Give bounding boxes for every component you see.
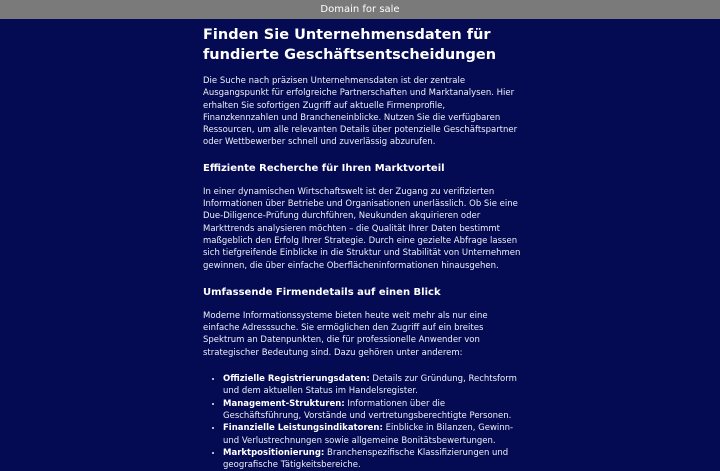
list-item-desc: Einblicke in Bilanzen, Gewinn- und Verlustrechnungen sowie allgemeine Bonitätsbewertungen.: [223, 423, 514, 446]
list-item-term: Offizielle Registrierungsdaten:: [223, 374, 370, 385]
section-text-details: Moderne Informationssysteme bieten heute weit mehr als nur eine einfache Adresssuche. Sie ermöglichen den Zugriff auf ein breites Spektrum an Datenpunkten, die für professionelle Anwender von strategischer Bedeutung sind. Dazu gehören unter anderem:: [203, 310, 488, 358]
list-item: [223, 447, 521, 471]
list-item: [223, 398, 521, 423]
list-item-desc: Details zur Gründung, Rechtsform und dem aktuellen Status im Handelsregister.: [223, 374, 517, 397]
page-title: Finden Sie Unternehmensdaten für fundierte Geschäftsentscheidungen: [203, 27, 497, 63]
details-list: [203, 373, 521, 471]
list-item-desc: Informationen über die Geschäftsführung, Vorstände und vertretungsberechtigte Personen.: [223, 398, 512, 421]
section-text-research: In einer dynamischen Wirtschaftswelt ist der Zugang zu verifizierten Informationen über Betriebe und Organisationen unerlässlich. Ob Sie eine Due-Diligence-Prüfung durchführen, Neukunden akquirieren oder Markttrends analysieren möchten – die Qualität Ihrer Daten bestimmt maßgeblich den Erfolg Ihrer Strategie. Durch eine gezielte Abfrage lassen sich tiefgreifende Einblicke in die Struktur und Stabilität von Unternehmen gewinnen, die über einfache Oberflächeninformationen hinausgehen.: [203, 186, 521, 271]
article: [203, 25, 521, 471]
list-item-term: Finanzielle Leistungsindikatoren:: [223, 423, 383, 434]
section-heading-research: Effiziente Recherche für Ihren Marktvorteil: [203, 162, 445, 174]
banner-label: Domain for sale: [320, 4, 400, 15]
list-item-term: Marktpositionierung:: [223, 447, 325, 458]
list-item-desc: Branchenspezifische Klassifizierungen und geografische Tätigkeitsbereiche.: [223, 447, 509, 471]
list-item-term: Management-Strukturen:: [223, 398, 345, 409]
domain-for-sale-banner[interactable]: [0, 0, 720, 19]
intro-paragraph: Die Suche nach präzisen Unternehmensdaten ist der zentrale Ausgangspunkt für erfolgreiche Partnerschaften und Marktanalysen. Hier erhalten Sie sofortigen Zugriff auf aktuelle Firmenprofile, Finanzkennzahlen und Brancheneinblicke. Nutzen Sie die verfügbaren Ressourcen, um alle relevanten Details über potenzielle Geschäftspartner oder Wettbewerber schnell und zuverlässig abzurufen.: [203, 76, 518, 148]
section-heading-details: Umfassende Firmendetails auf einen Blick: [203, 286, 441, 298]
list-item: [223, 373, 521, 398]
list-item: [223, 422, 521, 447]
